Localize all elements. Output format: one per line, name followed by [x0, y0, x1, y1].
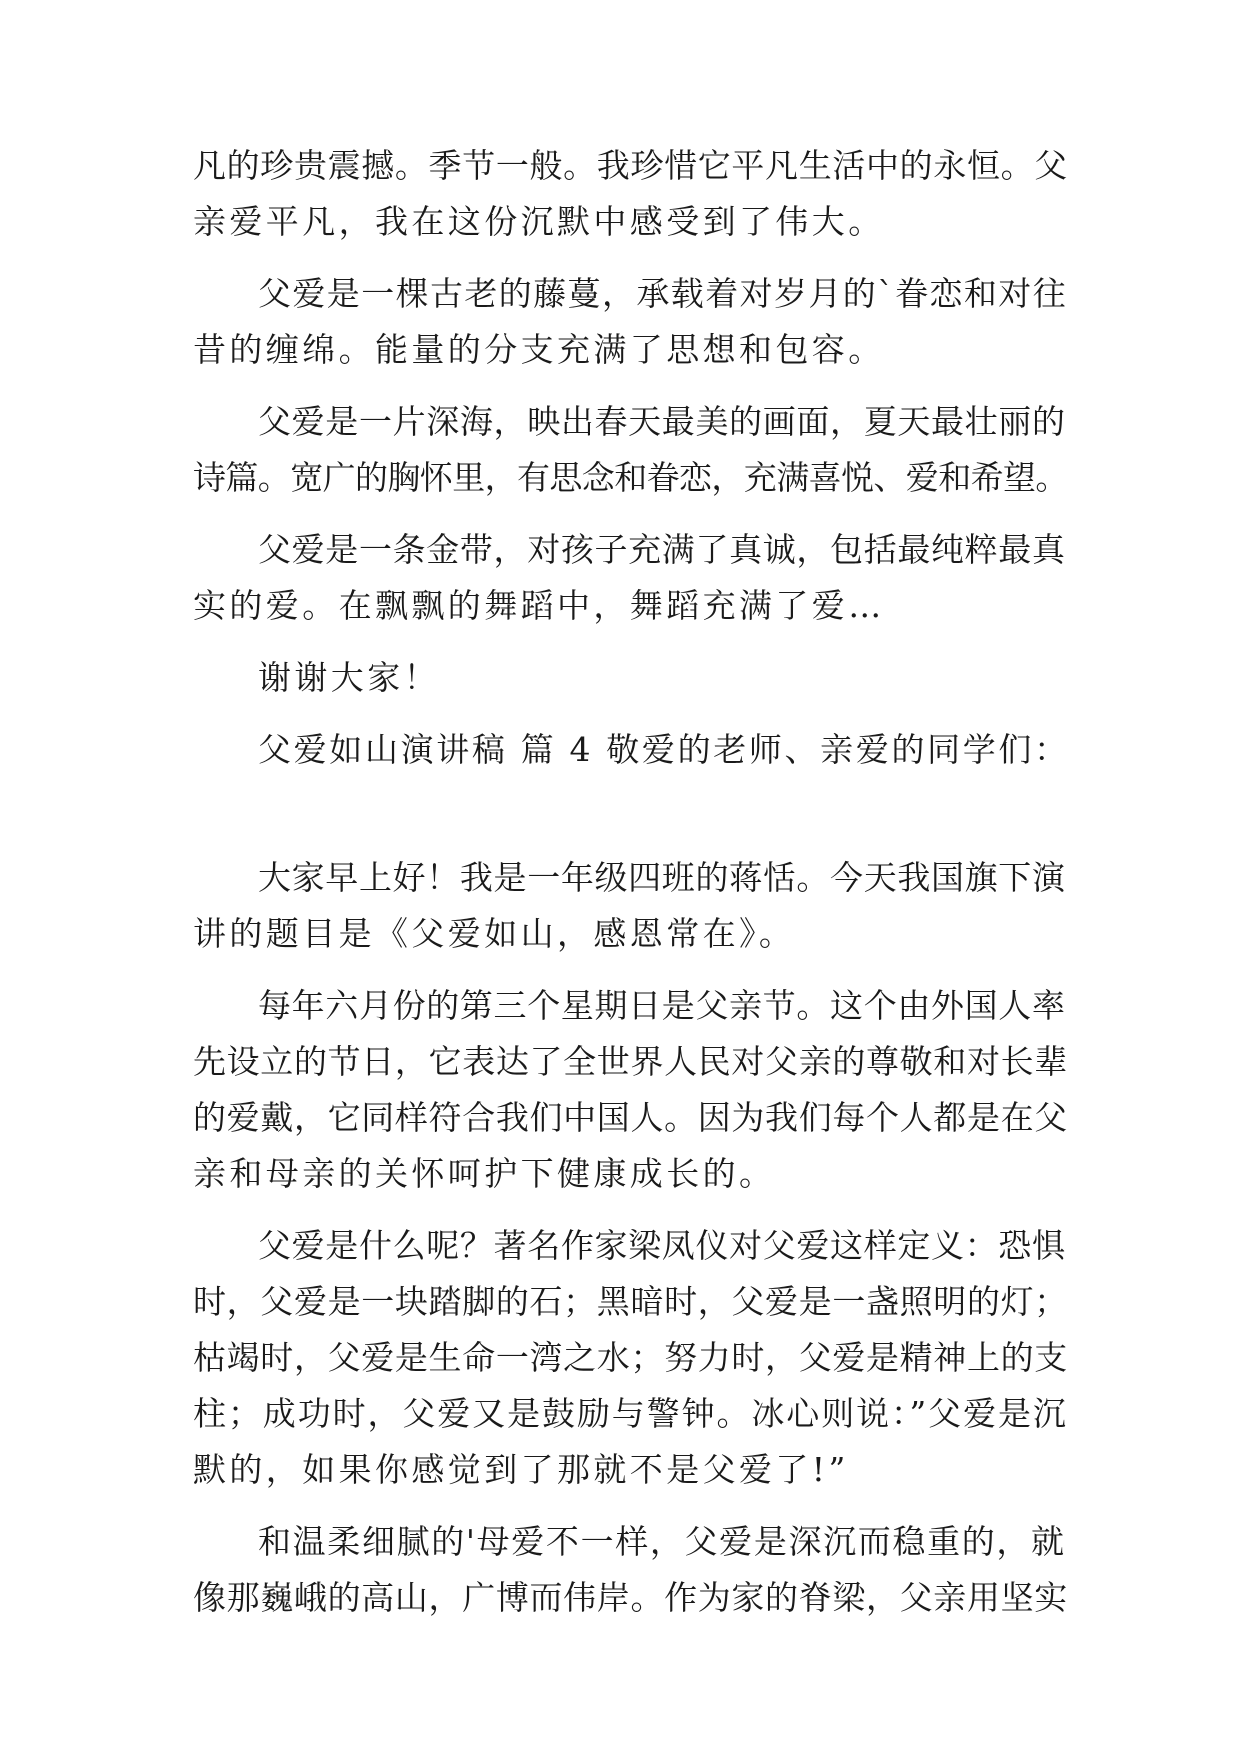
text-line: 父爱是什么呢？著名作家梁凤仪对父爱这样定义：恐惧 — [258, 1226, 1066, 1265]
text-line: 父爱是一棵古老的藤蔓，承载着对岁月的`眷恋和对往 — [258, 274, 1068, 313]
text-line: 诗篇。宽广的胸怀里，有思念和眷恋，充满喜悦、爱和希望。 — [193, 458, 1068, 497]
text-line: 讲的题目是《父爱如山，感恩常在》。 — [193, 914, 796, 953]
text-line: 先设立的节日，它表达了全世界人民对父亲的尊敬和对长辈 — [193, 1042, 1068, 1081]
text-line: 大家早上好！我是一年级四班的蒋恬。今天我国旗下演 — [258, 858, 1066, 897]
text-line: 每年六月份的第三个星期日是父亲节。这个由外国人率 — [258, 986, 1066, 1025]
text-line: 柱；成功时，父爱又是鼓励与警钟。冰心则说：”父爱是沉 — [193, 1394, 1068, 1433]
text-line: 昔的缠绵。能量的分支充满了思想和包容。 — [193, 330, 885, 369]
text-line: 默的，如果你感觉到了那就不是父爱了!” — [193, 1450, 849, 1489]
text-line: 实的爱。在飘飘的舞蹈中，舞蹈充满了爱… — [193, 586, 885, 625]
text-line: 凡的珍贵震撼。季节一般。我珍惜它平凡生活中的永恒。父 — [193, 146, 1068, 185]
text-line: 像那巍峨的高山，广博而伟岸。作为家的脊梁，父亲用坚实 — [193, 1578, 1068, 1617]
text-line: 谢谢大家！ — [258, 658, 440, 697]
text-line: 亲和母亲的关怀呵护下健康成长的。 — [193, 1154, 776, 1193]
text-line: 和温柔细腻的'母爱不一样，父爱是深沉而稳重的，就 — [258, 1522, 1066, 1561]
text-line: 时，父爱是一块踏脚的石；黑暗时，父爱是一盏照明的灯； — [193, 1282, 1068, 1321]
text-line: 父爱是一条金带，对孩子充满了真诚，包括最纯粹最真 — [258, 530, 1066, 569]
text-line: 父爱是一片深海，映出春天最美的画面，夏天最壮丽的 — [258, 402, 1066, 441]
text-line: 父爱如山演讲稿 篇 4 敬爱的老师、亲爱的同学们： — [258, 730, 1070, 769]
text-line: 的爱戴，它同样符合我们中国人。因为我们每个人都是在父 — [193, 1098, 1068, 1137]
text-line: 枯竭时，父爱是生命一湾之水；努力时，父爱是精神上的支 — [193, 1338, 1068, 1377]
text-line: 亲爱平凡，我在这份沉默中感受到了伟大。 — [193, 202, 885, 241]
